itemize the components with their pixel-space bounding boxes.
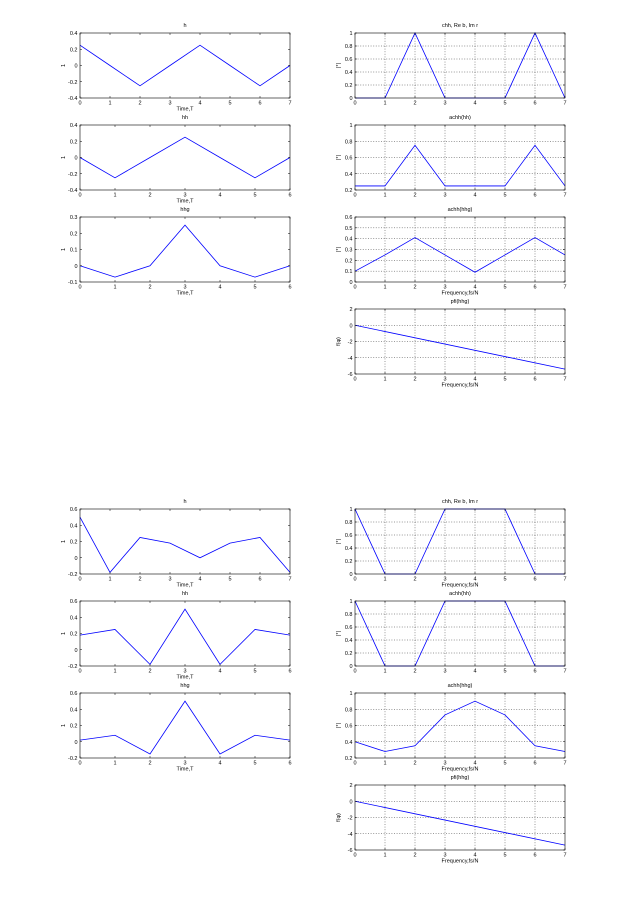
plot-area bbox=[80, 693, 290, 758]
y-tick-label: 0 bbox=[74, 739, 78, 746]
plot-area bbox=[355, 33, 565, 98]
y-tick-label: -0.2 bbox=[68, 572, 78, 578]
plot-area bbox=[355, 509, 565, 574]
x-tick-label: 4 bbox=[198, 100, 202, 107]
y-tick-label: 0.2 bbox=[69, 139, 78, 146]
y-tick-label: -0.2 bbox=[68, 79, 78, 86]
y-axis-label: |*| bbox=[336, 631, 342, 636]
y-tick-label: 0 bbox=[349, 280, 353, 286]
x-tick-label: 3 bbox=[443, 576, 447, 583]
x-tick-label: 3 bbox=[443, 668, 447, 675]
chart-panel bbox=[336, 23, 567, 107]
x-tick-label: 6 bbox=[533, 192, 537, 199]
y-tick-label: 0.2 bbox=[344, 756, 353, 762]
chart-title: h bbox=[183, 23, 187, 29]
x-tick-label: 2 bbox=[413, 668, 417, 675]
x-tick-label: 2 bbox=[413, 376, 417, 383]
y-tick-label: 0.4 bbox=[344, 638, 353, 644]
plot-area bbox=[80, 601, 290, 666]
x-axis-label: Time,T bbox=[176, 766, 194, 773]
y-axis-label: |*| bbox=[336, 539, 342, 544]
chart-panel bbox=[61, 207, 292, 297]
x-tick-label: 5 bbox=[253, 668, 257, 675]
x-axis-label: Time,T bbox=[176, 290, 194, 297]
x-tick-label: 4 bbox=[218, 760, 222, 767]
x-tick-label: 1 bbox=[383, 284, 387, 291]
plot-area bbox=[80, 509, 290, 574]
y-tick-label: -2 bbox=[347, 339, 353, 346]
y-tick-label: 0.8 bbox=[344, 520, 353, 526]
y-tick-label: -4 bbox=[347, 355, 353, 362]
x-tick-label: 2 bbox=[148, 284, 152, 291]
x-tick-label: 1 bbox=[383, 760, 387, 767]
y-tick-label: 2 bbox=[349, 307, 353, 313]
x-axis-label: Frequency,fs/N bbox=[441, 290, 479, 297]
x-tick-label: 2 bbox=[413, 576, 417, 583]
x-tick-label: 6 bbox=[533, 576, 537, 583]
y-tick-label: 0.5 bbox=[344, 225, 353, 232]
y-tick-label: 0.6 bbox=[69, 599, 78, 605]
x-tick-label: 3 bbox=[183, 192, 187, 199]
y-tick-label: 0.6 bbox=[69, 507, 78, 513]
chart-panel bbox=[61, 23, 292, 113]
chart-title: hhg bbox=[180, 207, 190, 213]
y-tick-label: 0.4 bbox=[344, 70, 353, 76]
x-tick-label: 7 bbox=[563, 100, 567, 107]
y-tick-label: 1 bbox=[349, 507, 353, 513]
x-tick-label: 1 bbox=[383, 376, 387, 383]
x-tick-label: 3 bbox=[443, 100, 447, 107]
y-tick-label: 0.4 bbox=[344, 171, 353, 178]
x-tick-label: 0 bbox=[353, 284, 357, 291]
chart-title: achh(hh) bbox=[449, 115, 471, 121]
chart-panel bbox=[336, 299, 567, 389]
y-tick-label: 0.6 bbox=[69, 691, 78, 697]
y-tick-label: 0 bbox=[74, 555, 78, 562]
x-tick-label: 3 bbox=[183, 668, 187, 675]
x-tick-label: 2 bbox=[138, 100, 142, 107]
chart-title: achh(hh) bbox=[449, 591, 471, 597]
x-tick-label: 6 bbox=[288, 760, 292, 767]
x-tick-label: 7 bbox=[563, 376, 567, 383]
y-tick-label: 0.4 bbox=[69, 31, 78, 37]
y-tick-label: 0.4 bbox=[69, 123, 78, 129]
x-tick-label: 4 bbox=[473, 576, 477, 583]
x-tick-label: 2 bbox=[148, 668, 152, 675]
x-tick-label: 7 bbox=[288, 576, 292, 583]
y-tick-label: 0.2 bbox=[344, 83, 353, 89]
x-tick-label: 5 bbox=[503, 284, 507, 291]
y-tick-label: -0.2 bbox=[68, 171, 78, 178]
x-tick-label: 7 bbox=[563, 760, 567, 767]
x-tick-label: 5 bbox=[503, 760, 507, 767]
x-tick-label: 3 bbox=[443, 760, 447, 767]
x-tick-label: 3 bbox=[168, 100, 172, 107]
x-tick-label: 3 bbox=[443, 192, 447, 199]
x-tick-label: 6 bbox=[533, 376, 537, 383]
y-tick-label: 2 bbox=[349, 783, 353, 789]
chart-panel bbox=[336, 115, 567, 199]
x-tick-label: 6 bbox=[533, 100, 537, 107]
y-axis-label: 1 bbox=[61, 723, 67, 728]
x-tick-label: 6 bbox=[533, 668, 537, 675]
x-tick-label: 5 bbox=[253, 284, 257, 291]
chart-panel bbox=[336, 683, 567, 773]
x-tick-label: 4 bbox=[218, 668, 222, 675]
x-tick-label: 7 bbox=[563, 852, 567, 859]
y-tick-label: 1 bbox=[349, 691, 353, 697]
x-tick-label: 5 bbox=[503, 192, 507, 199]
y-tick-label: -0.2 bbox=[68, 664, 78, 670]
x-axis-label: Time,T bbox=[176, 674, 194, 681]
y-tick-label: 0.4 bbox=[344, 236, 353, 243]
y-tick-label: 0 bbox=[74, 647, 78, 654]
y-axis-label: f(φ) bbox=[336, 813, 342, 822]
x-tick-label: 5 bbox=[503, 376, 507, 383]
x-axis-label: Time,T bbox=[176, 198, 194, 205]
x-tick-label: 4 bbox=[473, 668, 477, 675]
chart-title: hhg bbox=[180, 683, 190, 689]
x-tick-label: 2 bbox=[413, 192, 417, 199]
x-tick-label: 6 bbox=[533, 760, 537, 767]
x-tick-label: 0 bbox=[353, 576, 357, 583]
x-tick-label: 7 bbox=[288, 100, 292, 107]
y-tick-label: 0.4 bbox=[69, 615, 78, 622]
y-axis-label: 1 bbox=[61, 631, 67, 636]
x-tick-label: 1 bbox=[108, 576, 112, 583]
x-tick-label: 0 bbox=[353, 192, 357, 199]
y-tick-label: 0.4 bbox=[344, 739, 353, 746]
y-tick-label: -0.4 bbox=[68, 188, 78, 194]
x-tick-label: 3 bbox=[183, 284, 187, 291]
chart-title: achh(hhg) bbox=[447, 207, 473, 213]
x-tick-label: 2 bbox=[148, 760, 152, 767]
x-tick-label: 2 bbox=[413, 284, 417, 291]
plot-area bbox=[80, 217, 290, 282]
x-axis-label: Frequency,fs/N bbox=[441, 766, 479, 773]
x-tick-label: 3 bbox=[443, 852, 447, 859]
x-tick-label: 3 bbox=[183, 760, 187, 767]
y-tick-label: 0.2 bbox=[69, 539, 78, 546]
y-tick-label: 0.2 bbox=[69, 231, 78, 238]
x-tick-label: 6 bbox=[258, 576, 262, 583]
y-tick-label: 0.4 bbox=[69, 707, 78, 714]
chart-title: achh(hhg) bbox=[447, 683, 473, 689]
x-tick-label: 0 bbox=[353, 852, 357, 859]
x-tick-label: 3 bbox=[443, 376, 447, 383]
chart-title: chh, Re b, Im r bbox=[441, 23, 479, 29]
x-tick-label: 1 bbox=[113, 760, 117, 767]
chart-panel bbox=[336, 775, 567, 865]
plot-area bbox=[80, 33, 290, 98]
y-tick-label: 0 bbox=[349, 96, 353, 102]
x-tick-label: 7 bbox=[563, 668, 567, 675]
x-tick-label: 0 bbox=[78, 100, 82, 107]
x-tick-label: 6 bbox=[533, 852, 537, 859]
y-axis-label: |*| bbox=[336, 63, 342, 68]
plot-area bbox=[355, 601, 565, 666]
chart-title: hh bbox=[181, 591, 189, 597]
y-tick-label: 0 bbox=[349, 323, 353, 330]
x-tick-label: 0 bbox=[78, 760, 82, 767]
x-tick-label: 1 bbox=[383, 576, 387, 583]
x-tick-label: 3 bbox=[168, 576, 172, 583]
y-tick-label: 1 bbox=[349, 31, 353, 37]
y-tick-label: 0.3 bbox=[69, 215, 78, 221]
x-tick-label: 0 bbox=[353, 760, 357, 767]
chart-panel bbox=[336, 591, 567, 675]
chart-title: h bbox=[183, 499, 187, 505]
y-tick-label: 0 bbox=[74, 63, 78, 70]
x-tick-label: 2 bbox=[148, 192, 152, 199]
y-tick-label: 0.6 bbox=[344, 155, 353, 162]
y-tick-label: 0 bbox=[349, 664, 353, 670]
x-tick-label: 6 bbox=[288, 192, 292, 199]
x-tick-label: 0 bbox=[78, 284, 82, 291]
x-tick-label: 4 bbox=[473, 760, 477, 767]
y-tick-label: 0.6 bbox=[344, 625, 353, 631]
y-tick-label: 0.2 bbox=[344, 188, 353, 194]
x-tick-label: 4 bbox=[473, 376, 477, 383]
y-tick-label: 0 bbox=[74, 155, 78, 162]
x-tick-label: 0 bbox=[353, 668, 357, 675]
y-tick-label: 0.8 bbox=[344, 139, 353, 146]
y-tick-label: 0.6 bbox=[344, 215, 353, 221]
x-tick-label: 5 bbox=[503, 576, 507, 583]
y-tick-label: -0.1 bbox=[68, 280, 78, 286]
x-tick-label: 1 bbox=[383, 852, 387, 859]
x-tick-label: 7 bbox=[563, 284, 567, 291]
x-axis-label: Frequency,fs/N bbox=[441, 582, 479, 589]
x-tick-label: 6 bbox=[288, 284, 292, 291]
x-tick-label: 1 bbox=[383, 192, 387, 199]
x-tick-label: 1 bbox=[383, 100, 387, 107]
x-tick-label: 0 bbox=[353, 376, 357, 383]
x-tick-label: 0 bbox=[353, 100, 357, 107]
x-tick-label: 5 bbox=[253, 760, 257, 767]
chart-title: pfi(hhg) bbox=[450, 299, 470, 305]
x-tick-label: 6 bbox=[258, 100, 262, 107]
x-tick-label: 5 bbox=[228, 576, 232, 583]
y-tick-label: 0.2 bbox=[69, 631, 78, 638]
y-axis-label: 1 bbox=[61, 539, 67, 544]
y-tick-label: 0.6 bbox=[344, 57, 353, 63]
x-tick-label: 7 bbox=[563, 576, 567, 583]
y-tick-label: -0.4 bbox=[68, 96, 78, 102]
x-tick-label: 5 bbox=[253, 192, 257, 199]
y-axis-label: |*| bbox=[336, 247, 342, 252]
chart-title: hh bbox=[181, 115, 189, 121]
x-tick-label: 2 bbox=[413, 100, 417, 107]
x-tick-label: 0 bbox=[78, 192, 82, 199]
x-tick-label: 2 bbox=[138, 576, 142, 583]
y-tick-label: 0.3 bbox=[344, 247, 353, 254]
y-tick-label: 0.8 bbox=[344, 612, 353, 618]
chart-panel bbox=[336, 207, 567, 297]
x-tick-label: 1 bbox=[113, 668, 117, 675]
x-axis-label: Frequency,fs/N bbox=[441, 382, 479, 389]
y-tick-label: 0.2 bbox=[69, 47, 78, 54]
x-tick-label: 4 bbox=[218, 284, 222, 291]
x-tick-label: 0 bbox=[78, 668, 82, 675]
x-tick-label: 7 bbox=[563, 192, 567, 199]
x-axis-label: Frequency,fs/N bbox=[441, 858, 479, 865]
chart-panel bbox=[61, 499, 292, 589]
x-tick-label: 2 bbox=[413, 852, 417, 859]
x-tick-label: 4 bbox=[473, 284, 477, 291]
y-tick-label: 0 bbox=[349, 572, 353, 578]
chart-title: pfi(hhg) bbox=[450, 775, 470, 781]
x-tick-label: 1 bbox=[113, 284, 117, 291]
x-tick-label: 4 bbox=[473, 100, 477, 107]
y-tick-label: 0.4 bbox=[69, 523, 78, 530]
x-tick-label: 2 bbox=[413, 760, 417, 767]
y-tick-label: 0.6 bbox=[344, 533, 353, 539]
x-axis-label: Time,T bbox=[176, 106, 194, 113]
chart-panel bbox=[61, 683, 292, 773]
y-tick-label: -4 bbox=[347, 831, 353, 838]
y-tick-label: 0.4 bbox=[344, 546, 353, 552]
x-tick-label: 5 bbox=[503, 100, 507, 107]
y-axis-label: 1 bbox=[61, 247, 67, 252]
y-tick-label: 0.2 bbox=[344, 559, 353, 565]
y-tick-label: -2 bbox=[347, 815, 353, 822]
plot-area bbox=[80, 125, 290, 190]
x-tick-label: 5 bbox=[503, 668, 507, 675]
x-tick-label: 4 bbox=[198, 576, 202, 583]
chart-panel bbox=[336, 499, 567, 589]
x-tick-label: 4 bbox=[473, 192, 477, 199]
x-tick-label: 0 bbox=[78, 576, 82, 583]
x-tick-label: 1 bbox=[383, 668, 387, 675]
y-tick-label: 0.2 bbox=[69, 723, 78, 730]
x-tick-label: 4 bbox=[218, 192, 222, 199]
x-tick-label: 1 bbox=[108, 100, 112, 107]
x-tick-label: 1 bbox=[113, 192, 117, 199]
x-axis-label: Time,T bbox=[176, 582, 194, 589]
y-tick-label: 1 bbox=[349, 599, 353, 605]
y-tick-label: 1 bbox=[349, 123, 353, 129]
chart-panel bbox=[61, 591, 292, 681]
y-tick-label: -6 bbox=[347, 372, 353, 378]
y-tick-label: 0 bbox=[349, 799, 353, 806]
x-tick-label: 3 bbox=[443, 284, 447, 291]
x-tick-label: 6 bbox=[288, 668, 292, 675]
x-tick-label: 5 bbox=[228, 100, 232, 107]
y-tick-label: 0.8 bbox=[344, 44, 353, 50]
y-tick-label: 0.2 bbox=[344, 258, 353, 265]
y-tick-label: 0.6 bbox=[344, 723, 353, 730]
x-tick-label: 5 bbox=[503, 852, 507, 859]
x-tick-label: 6 bbox=[533, 284, 537, 291]
y-tick-label: 0 bbox=[74, 263, 78, 270]
y-tick-label: 0.2 bbox=[344, 651, 353, 657]
chart-panel bbox=[61, 115, 292, 205]
y-axis-label: f(φ) bbox=[336, 337, 342, 346]
y-tick-label: 0.1 bbox=[69, 247, 78, 254]
y-tick-label: -0.2 bbox=[68, 756, 78, 762]
y-tick-label: 0.8 bbox=[344, 707, 353, 714]
x-tick-label: 4 bbox=[473, 852, 477, 859]
y-tick-label: 0.1 bbox=[344, 269, 353, 276]
y-tick-label: -6 bbox=[347, 848, 353, 854]
y-axis-label: |*| bbox=[336, 155, 342, 160]
y-axis-label: |*| bbox=[336, 723, 342, 728]
y-axis-label: 1 bbox=[61, 155, 67, 160]
y-axis-label: 1 bbox=[61, 63, 67, 68]
chart-title: chh, Re b, Im r bbox=[441, 499, 479, 505]
